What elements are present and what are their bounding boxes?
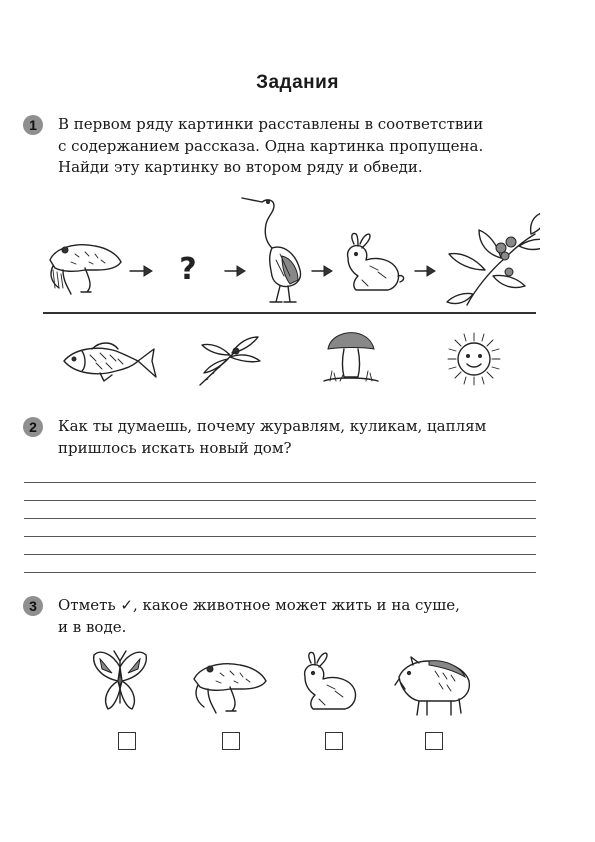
checkbox-boar[interactable] [425, 732, 443, 750]
arrow-right-icon [130, 266, 152, 276]
task-1-number: 1 [23, 115, 43, 135]
arrow-right-icon [415, 266, 435, 276]
page-title: Задания [256, 72, 339, 93]
animal-options [85, 645, 485, 725]
fish-icon[interactable] [64, 343, 156, 381]
butterfly-icon[interactable] [94, 651, 147, 709]
task-3-line: и в воде. [58, 617, 127, 636]
rabbit-icon[interactable] [348, 233, 404, 290]
task-1-line: В первом ряду картинки расставлены в соответствии [58, 115, 484, 133]
missing-picture-mark: ? [179, 252, 197, 287]
task-1-text [58, 114, 483, 179]
heron-icon[interactable] [242, 198, 301, 302]
task-3-text [58, 595, 460, 638]
answer-line[interactable] [24, 572, 536, 573]
answer-line[interactable] [24, 518, 536, 519]
rabbit-icon[interactable] [305, 652, 356, 709]
frog-icon[interactable] [194, 664, 266, 713]
dragonfly-icon[interactable] [200, 337, 260, 385]
checkbox-rabbit[interactable] [325, 732, 343, 750]
sequence-baseline [43, 312, 536, 314]
story-sequence [40, 185, 540, 310]
task-2-text [58, 416, 486, 459]
task-2-line: Как ты думаешь, почему журавлям, куликам, цаплям [58, 417, 487, 435]
answer-line[interactable] [24, 482, 536, 483]
task-3-line: Отметь ✓, какое животное может жить и на суше, [58, 596, 460, 614]
arrow-right-icon [312, 266, 332, 276]
answer-line[interactable] [24, 500, 536, 501]
arrow-right-icon [225, 266, 245, 276]
task-2-line: пришлось искать новый дом? [58, 438, 292, 457]
task-2-number: 2 [23, 417, 43, 437]
task-1-line: Найди эту картинку во втором ряду и обведи. [58, 158, 423, 176]
boar-icon[interactable] [395, 657, 469, 715]
answer-options [40, 325, 540, 395]
checkbox-butterfly[interactable] [118, 732, 136, 750]
answer-line[interactable] [24, 554, 536, 555]
task-1-line: с содержанием рассказа. Одна картинка пропущена. [58, 136, 484, 155]
mushroom-icon[interactable] [324, 333, 378, 381]
task-3-number: 3 [23, 596, 43, 616]
frog-icon[interactable] [50, 245, 121, 294]
plant-icon[interactable] [447, 212, 540, 305]
sun-icon[interactable] [448, 333, 500, 385]
answer-line[interactable] [24, 536, 536, 537]
checkbox-frog[interactable] [222, 732, 240, 750]
